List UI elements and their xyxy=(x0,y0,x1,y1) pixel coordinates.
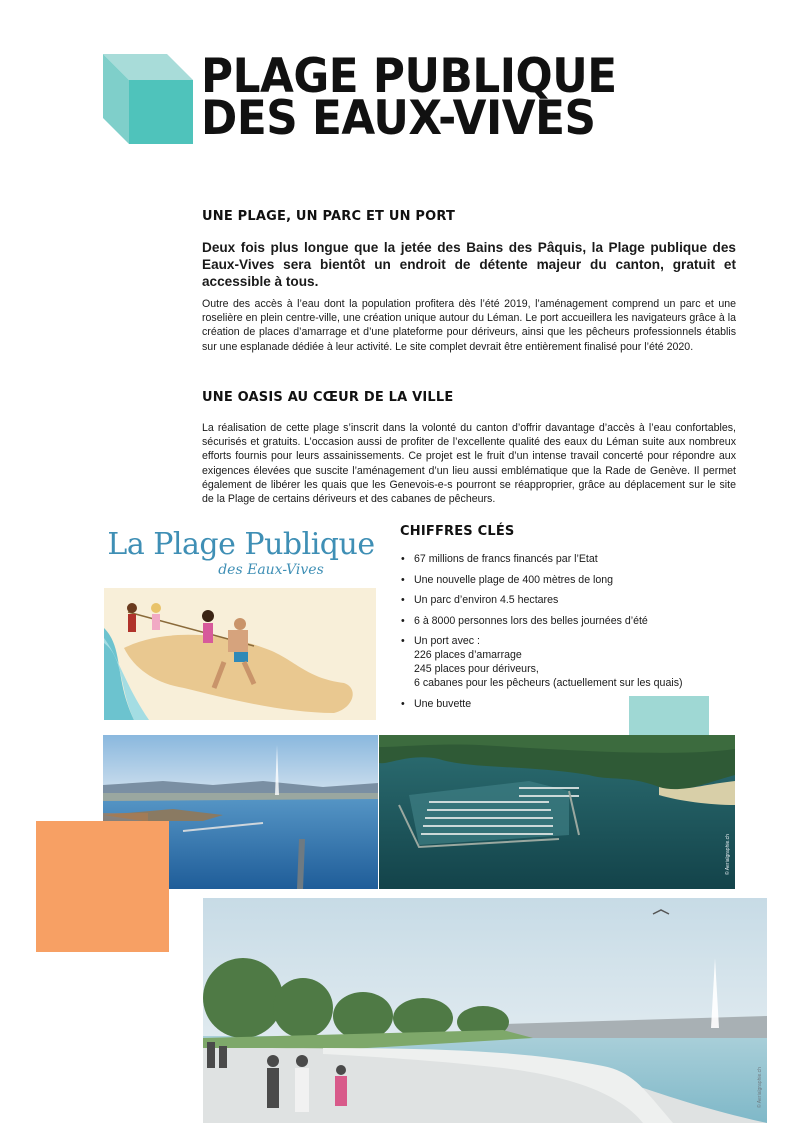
list-item-text: Une nouvelle plage de 400 mètres de long xyxy=(414,573,614,586)
key-figures-heading: CHIFFRES CLÉS xyxy=(400,524,515,539)
logo-main-text: La Plage Publique xyxy=(107,527,375,562)
section-heading-oasis: UNE OASIS AU CŒUR DE LA VILLE xyxy=(202,390,454,405)
photo-credit: © Aerialgraphie.ch xyxy=(757,1067,763,1108)
plage-publique-logo xyxy=(106,528,376,578)
list-item xyxy=(398,614,738,628)
title-line-2: DES EAUX-VIVES xyxy=(201,91,596,146)
cube-logo-icon xyxy=(103,54,193,144)
list-item xyxy=(398,552,738,566)
list-item-text: 67 millions de francs financés par l’Etat xyxy=(414,553,598,565)
list-item-text: Un parc d’environ 4.5 hectares xyxy=(414,594,559,606)
beach-rendering-photo xyxy=(203,898,767,1123)
teal-accent-block xyxy=(629,696,709,736)
port-detail: 245 places pour dériveurs, xyxy=(414,663,539,675)
key-figures-list xyxy=(398,552,738,717)
list-item xyxy=(398,593,738,607)
orange-accent-block xyxy=(36,821,169,952)
section2-body: La réalisation de cette plage s’inscrit dans la volonté du canton d’offrir davantage d’accès à l’eau confortables, sécurisés et gratuits. L’occasion aussi de profiter de l’excellente qualité des eaux du Léman suite aux nombreux efforts fournis pour leurs assainissements. Ce projet est le fruit d’un intense travail concerté pour répondre aux exigences élevées que suscite l’aménagement d’un lieu aussi emblématique que la Rade de Genève. Il permet également de libérer les quais que les Genevois-e-s pourront se réapproprier, grâce au déplacement sur le site de la Plage de certains dériveurs et des cabanes de pêcheurs. xyxy=(202,422,736,506)
section-heading-plage: UNE PLAGE, UN PARC ET UN PORT xyxy=(202,209,456,224)
list-item-text: 6 à 8000 personnes lors des belles journées d’été xyxy=(414,614,648,627)
list-item xyxy=(398,634,738,690)
photo-credit: © Aerialgraphie.ch xyxy=(725,834,731,875)
page-title xyxy=(201,49,617,146)
aerial-marina-photo xyxy=(379,735,735,889)
title-line-1: PLAGE PUBLIQUE xyxy=(201,49,617,104)
logo-sub-text: des Eaux-Vives xyxy=(218,562,324,578)
tug-of-war-illustration xyxy=(104,588,376,720)
list-item-text: Une buvette xyxy=(414,697,472,710)
port-detail: 226 places d’amarrage xyxy=(414,649,522,661)
list-item xyxy=(398,573,738,587)
list-item-text: Un port avec : xyxy=(414,635,480,647)
lead-paragraph: Deux fois plus longue que la jetée des Bains des Pâquis, la Plage publique des Eaux-Vives sera bientôt un endroit de détente majeur du canton, gratuit et accessible à tous. xyxy=(202,240,736,289)
port-detail: 6 cabanes pour les pêcheurs (actuellement sur les quais) xyxy=(414,677,683,689)
section1-body: Outre des accès à l’eau dont la population profitera dès l’été 2019, l’aménagement comprend un parc et une roselière en plein centre-ville, une création unique autour du Léman. Le port accueillera les navigateurs grâce à la création de places d’amarrage et d’une plateforme pour dériveurs, ainsi que les pêcheurs professionnels établis sur une esplanade dédiée à leur activité. Le site complet devrait être entièrement finalisé pour l’été 2020. xyxy=(202,298,736,353)
